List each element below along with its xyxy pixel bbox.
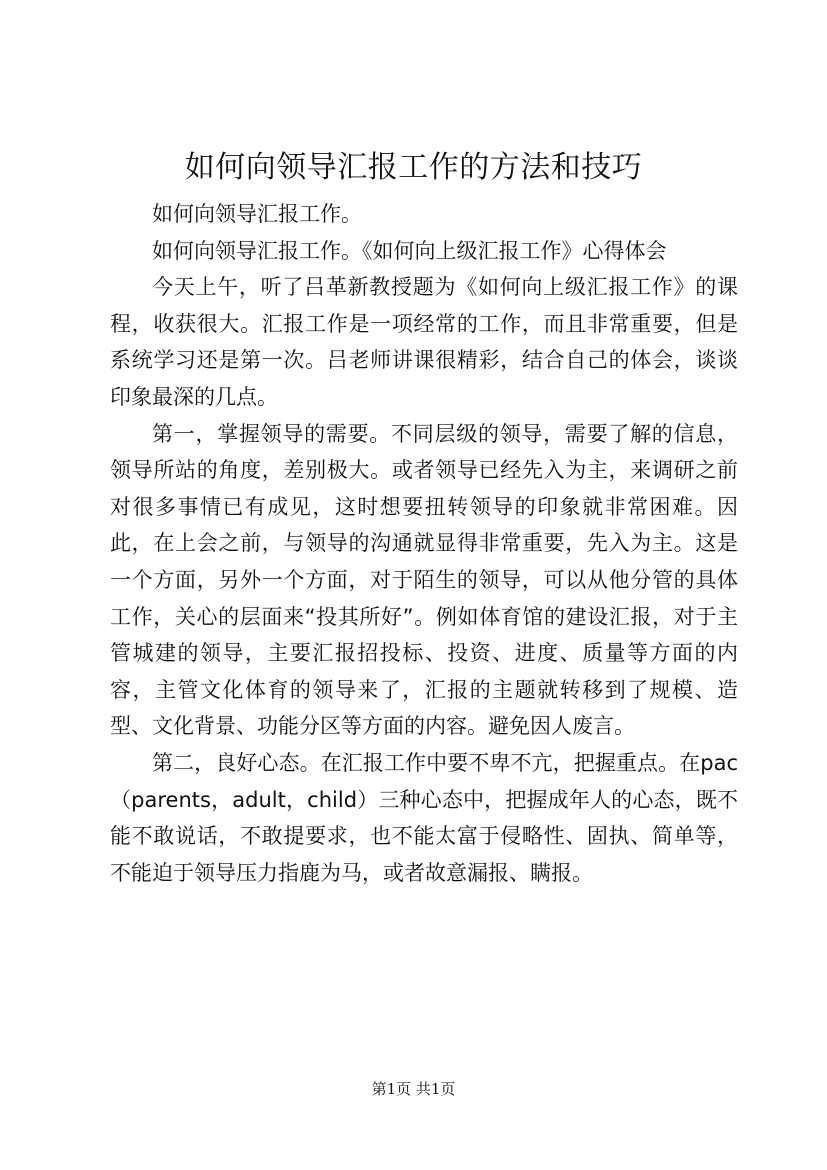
document-body [110, 196, 738, 891]
document-title: 如何向领导汇报工作的方法和技巧 [184, 150, 643, 185]
paragraph-3: 今天上午，听了吕革新教授题为《如何向上级汇报工作》的课程，收获很大。汇报工作是一项经常的工作，而且非常重要，但是系统学习还是第一次。吕老师讲课很精彩，结合自己的体会，谈谈印象最深的几点。 [110, 275, 738, 409]
paragraph-1: 如何向领导汇报工作。 [152, 202, 362, 226]
page-footer: 第1页 共1页 [371, 1080, 456, 1098]
paragraph-2: 如何向领导汇报工作。《如何向上级汇报工作》心得体会 [152, 238, 667, 263]
paragraph-4: 第一，掌握领导的需要。不同层级的领导，需要了解的信息，领导所站的角度，差别极大。或者领导已经先入为主，来调研之前对很多事情已有成见，这时想要扭转领导的印象就非常困难。因此，在上会之前，与领导的沟通就显得非常重要，先入为主。这是一个方面，另外一个方面，对于陌生的领导，可以从他分管的具体工作，关心的层面来“投其所好”。例如体育馆的建设汇报，对于主管城建的领导，主要汇报招投标、投资、进度、质量等方面的内容，主管文化体育的领导来了，汇报的主题就转移到了规模、造型、文化背景、功能分区等方面的内容。避免因人废言。 [110, 421, 738, 739]
paragraph-5: 第二，良好心态。在汇报工作中要不卑不亢，把握重点。在pac（parents，adult，child）三种心态中，把握成年人的心态，既不能不敢说话，不敢提要求，也不能太富于侵略性、固执、简单等，不能迫于领导压力指鹿为马，或者故意漏报、瞒报。 [110, 750, 738, 885]
